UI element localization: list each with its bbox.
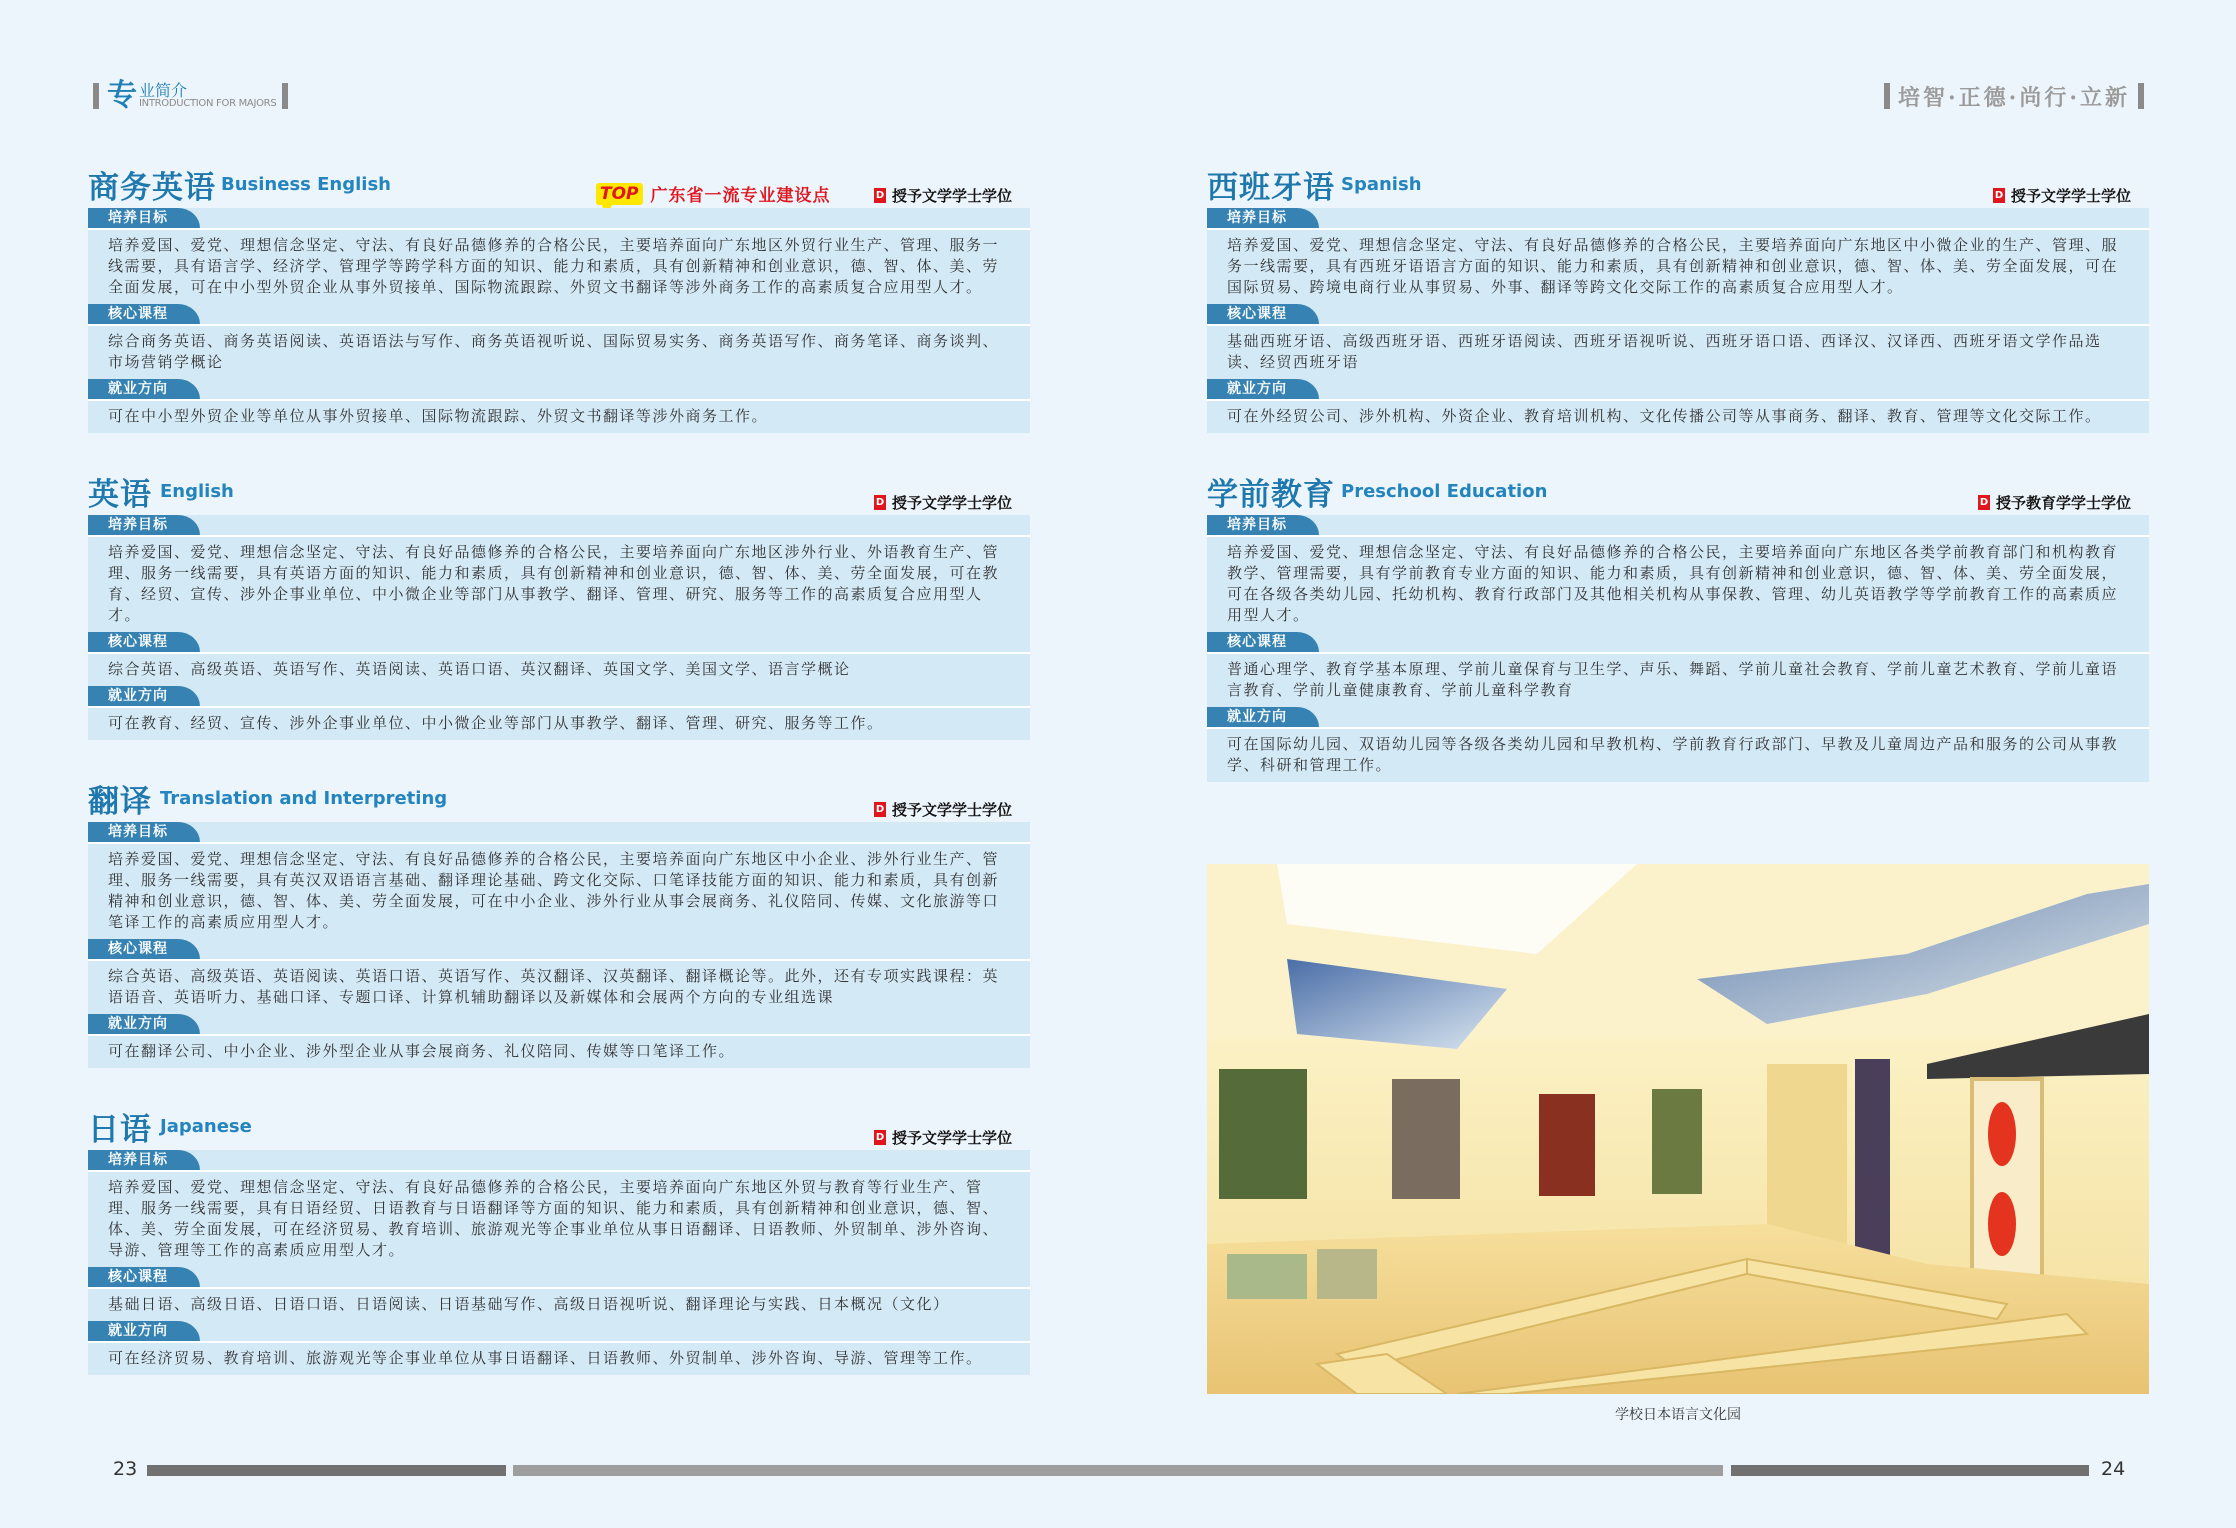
courses-header bbox=[1207, 632, 2149, 654]
top-badge bbox=[596, 181, 831, 206]
degree-icon: D bbox=[875, 804, 885, 815]
major-title-en: Preschool Education bbox=[1341, 481, 1548, 502]
japanese-culture-room-photo bbox=[1207, 864, 2149, 1394]
degree-text: 授予文学学士学位 bbox=[2010, 187, 2131, 205]
career-tab: 就业方向 bbox=[88, 1014, 200, 1034]
major-title-row bbox=[88, 1102, 1030, 1146]
degree-badge bbox=[1993, 185, 2131, 206]
career-text: 可在国际幼儿园、双语幼儿园等各级各类幼儿园和早教机构、学前教育行政部门、早教及儿童周边产品和服务的公司从事教学、科研和管理工作。 bbox=[1207, 729, 2149, 782]
degree-badge bbox=[874, 185, 1012, 206]
divider bbox=[282, 83, 288, 109]
major-section bbox=[88, 774, 1030, 1068]
major-title-cn: 西班牙语 bbox=[1207, 170, 1335, 206]
career-text: 可在翻译公司、中小企业、涉外型企业从事会展商务、礼仪陪同、传媒等口笔译工作。 bbox=[88, 1036, 1030, 1068]
major-section bbox=[1207, 160, 2149, 433]
top-icon: TOP bbox=[596, 183, 643, 205]
logo-char: 专 bbox=[107, 78, 137, 113]
courses-tab: 核心课程 bbox=[88, 939, 200, 959]
degree-text: 授予文学学士学位 bbox=[891, 1129, 1012, 1147]
degree-badge bbox=[1978, 492, 2131, 513]
left-column bbox=[88, 160, 1030, 1375]
page-number-left: 23 bbox=[113, 1458, 138, 1480]
goal-header bbox=[1207, 515, 2149, 537]
major-info-box bbox=[88, 1150, 1030, 1375]
major-info-box bbox=[88, 208, 1030, 433]
career-text: 可在中小型外贸企业等单位从事外贸接单、国际物流跟踪、外贸文书翻译等涉外商务工作。 bbox=[88, 401, 1030, 433]
degree-icon: D bbox=[875, 190, 885, 201]
courses-text: 综合英语、高级英语、英语阅读、英语口语、英语写作、英汉翻译、汉英翻译、翻译概论等。此外，还有专项实践课程：英语语音、英语听力、基础口译、专题口译、计算机辅助翻译以及新媒体和会展两个方向的专业组选课 bbox=[88, 961, 1030, 1014]
courses-text: 基础日语、高级日语、日语口语、日语阅读、日语基础写作、高级日语视听说、翻译理论与实践、日本概况（文化） bbox=[88, 1289, 1030, 1321]
courses-tab: 核心课程 bbox=[88, 1267, 200, 1287]
goal-tab: 培养目标 bbox=[88, 515, 200, 535]
courses-header bbox=[88, 939, 1030, 961]
goal-header bbox=[88, 515, 1030, 537]
courses-header bbox=[88, 1267, 1030, 1289]
divider bbox=[2138, 83, 2144, 109]
goal-text: 培养爱国、爱党、理想信念坚定、守法、有良好品德修养的合格公民，主要培养面向广东地区中小企业、涉外行业生产、管理、服务一线需要，具有英汉双语语言基础、翻译理论基础、跨文化交际、口笔译技能方面的知识、能力和素质，具有创新精神和创业意识，德、智、体、美、劳全面发展，可在中小企业、涉外行业从事会展商务、礼仪陪同、传媒、文化旅游等口笔译工作的高素质应用型人才。 bbox=[88, 844, 1030, 939]
divider bbox=[93, 83, 99, 109]
career-tab: 就业方向 bbox=[88, 379, 200, 399]
divider bbox=[1884, 83, 1890, 109]
goal-header bbox=[88, 208, 1030, 230]
career-tab: 就业方向 bbox=[1207, 379, 1319, 399]
career-header bbox=[88, 686, 1030, 708]
courses-text: 综合商务英语、商务英语阅读、英语语法与写作、商务英语视听说、国际贸易实务、商务英语写作、商务笔译、商务谈判、市场营销学概论 bbox=[88, 326, 1030, 379]
goal-tab: 培养目标 bbox=[1207, 515, 1319, 535]
logo-cn: 业简介 bbox=[139, 81, 188, 100]
courses-header bbox=[1207, 304, 2149, 326]
right-column bbox=[1207, 160, 2149, 782]
degree-text: 授予文学学士学位 bbox=[891, 187, 1012, 205]
footer-bar bbox=[1731, 1465, 2089, 1476]
major-title-row bbox=[88, 467, 1030, 511]
major-title-en: Spanish bbox=[1341, 174, 1422, 195]
degree-badge bbox=[874, 492, 1012, 513]
career-tab: 就业方向 bbox=[1207, 707, 1319, 727]
section-header-logo bbox=[93, 80, 288, 112]
degree-text: 授予教育学学士学位 bbox=[1995, 494, 2131, 512]
courses-tab: 核心课程 bbox=[88, 304, 200, 324]
photo-caption: 学校日本语言文化园 bbox=[1615, 1407, 1741, 1423]
degree-icon: D bbox=[875, 1132, 885, 1143]
career-text: 可在经济贸易、教育培训、旅游观光等企事业单位从事日语翻译、日语教师、外贸制单、涉外咨询、导游、管理等工作。 bbox=[88, 1343, 1030, 1375]
goal-tab: 培养目标 bbox=[88, 1150, 200, 1170]
degree-text: 授予文学学士学位 bbox=[891, 801, 1012, 819]
career-text: 可在教育、经贸、宣传、涉外企事业单位、中小微企业等部门从事教学、翻译、管理、研究、服务等工作。 bbox=[88, 708, 1030, 740]
top-badge-text: 广东省一流专业建设点 bbox=[650, 186, 831, 206]
degree-icon: D bbox=[1979, 497, 1989, 508]
major-title-cn: 翻译 bbox=[88, 784, 152, 820]
major-title-en: English bbox=[160, 481, 234, 502]
courses-tab: 核心课程 bbox=[1207, 304, 1319, 324]
major-section bbox=[88, 160, 1030, 433]
logo-en: INTRODUCTION FOR MAJORS bbox=[139, 98, 277, 109]
courses-text: 普通心理学、教育学基本原理、学前儿童保育与卫生学、声乐、舞蹈、学前儿童社会教育、学前儿童艺术教育、学前儿童语言教育、学前儿童健康教育、学前儿童科学教育 bbox=[1207, 654, 2149, 707]
degree-badge bbox=[874, 799, 1012, 820]
major-section bbox=[88, 467, 1030, 740]
major-title-row bbox=[88, 160, 1030, 204]
goal-text: 培养爱国、爱党、理想信念坚定、守法、有良好品德修养的合格公民，主要培养面向广东地区外贸与教育等行业生产、管理、服务一线需要，具有日语经贸、日语教育与日语翻译等方面的知识、能力和素质，具有创新精神和创业意识，德、智、体、美、劳全面发展，可在经济贸易、教育培训、旅游观光等企事业单位从事日语翻译、日语教师、外贸制单、涉外咨询、导游、管理等工作的高素质应用型人才。 bbox=[88, 1172, 1030, 1267]
goal-text: 培养爱国、爱党、理想信念坚定、守法、有良好品德修养的合格公民，主要培养面向广东地区外贸行业生产、管理、服务一线需要，具有语言学、经济学、管理学等跨学科方面的知识、能力和素质，具有创新精神和创业意识，德、智、体、美、劳全面发展，可在中小型外贸企业从事外贸接单、国际物流跟踪、外贸文书翻译等涉外商务工作的高素质复合应用型人才。 bbox=[88, 230, 1030, 304]
courses-tab: 核心课程 bbox=[88, 632, 200, 652]
major-title-en: Translation and Interpreting bbox=[160, 788, 448, 809]
footer-bar bbox=[513, 1465, 1723, 1476]
major-title-row bbox=[1207, 467, 2149, 511]
major-title-cn: 学前教育 bbox=[1207, 477, 1335, 513]
major-title-en: Business English bbox=[221, 174, 391, 195]
goal-header bbox=[88, 1150, 1030, 1172]
courses-text: 综合英语、高级英语、英语写作、英语阅读、英语口语、英汉翻译、英国文学、美国文学、语言学概论 bbox=[88, 654, 1030, 686]
goal-tab: 培养目标 bbox=[88, 208, 200, 228]
footer-bar bbox=[147, 1465, 506, 1476]
major-title-row bbox=[88, 774, 1030, 818]
degree-badge bbox=[874, 1127, 1012, 1148]
courses-text: 基础西班牙语、高级西班牙语、西班牙语阅读、西班牙语视听说、西班牙语口语、西译汉、汉译西、西班牙语文学作品选读、经贸西班牙语 bbox=[1207, 326, 2149, 379]
career-header bbox=[88, 1321, 1030, 1343]
goal-tab: 培养目标 bbox=[88, 822, 200, 842]
degree-icon: D bbox=[1994, 190, 2004, 201]
career-header bbox=[88, 1014, 1030, 1036]
page-number-right: 24 bbox=[2101, 1458, 2126, 1480]
courses-tab: 核心课程 bbox=[1207, 632, 1319, 652]
career-tab: 就业方向 bbox=[88, 686, 200, 706]
major-title-en: Japanese bbox=[160, 1116, 252, 1137]
career-header bbox=[88, 379, 1030, 401]
major-info-box bbox=[1207, 515, 2149, 782]
major-title-cn: 英语 bbox=[88, 477, 152, 513]
major-title-cn: 商务英语 bbox=[88, 170, 216, 206]
photo-image bbox=[1207, 864, 2149, 1394]
major-info-box bbox=[1207, 208, 2149, 433]
goal-header bbox=[1207, 208, 2149, 230]
motto-text: 培智·正德·尚行·立新 bbox=[1898, 84, 2130, 111]
degree-icon: D bbox=[875, 497, 885, 508]
career-header bbox=[1207, 379, 2149, 401]
goal-text: 培养爱国、爱党、理想信念坚定、守法、有良好品德修养的合格公民，主要培养面向广东地区各类学前教育部门和机构教育教学、管理需要，具有学前教育专业方面的知识、能力和素质，具有创新精神和创业意识，德、智、体、美、劳全面发展，可在各级各类幼儿园、托幼机构、教育行政部门及其他相关机构从事保教、管理、幼儿英语教学等学前教育工作的高素质应用型人才。 bbox=[1207, 537, 2149, 632]
goal-text: 培养爱国、爱党、理想信念坚定、守法、有良好品德修养的合格公民，主要培养面向广东地区中小微企业的生产、管理、服务一线需要，具有西班牙语语言方面的知识、能力和素质，具有创新精神和创业意识，德、智、体、美、劳全面发展，可在国际贸易、跨境电商行业从事贸易、外事、翻译等跨文化交际工作的高素质复合应用型人才。 bbox=[1207, 230, 2149, 304]
motto bbox=[1884, 80, 2144, 112]
major-info-box bbox=[88, 822, 1030, 1068]
goal-tab: 培养目标 bbox=[1207, 208, 1319, 228]
career-header bbox=[1207, 707, 2149, 729]
major-title-cn: 日语 bbox=[88, 1112, 152, 1148]
career-tab: 就业方向 bbox=[88, 1321, 200, 1341]
major-section bbox=[88, 1102, 1030, 1375]
courses-header bbox=[88, 304, 1030, 326]
major-info-box bbox=[88, 515, 1030, 740]
goal-text: 培养爱国、爱党、理想信念坚定、守法、有良好品德修养的合格公民，主要培养面向广东地区涉外行业、外语教育生产、管理、服务一线需要，具有英语方面的知识、能力和素质，具有创新精神和创业意识，德、智、体、美、劳全面发展，可在教育、经贸、宣传、涉外企事业单位、中小微企业等部门从事教学、翻译、管理、研究、服务等工作的高素质复合应用型人才。 bbox=[88, 537, 1030, 632]
career-text: 可在外经贸公司、涉外机构、外资企业、教育培训机构、文化传播公司等从事商务、翻译、教育、管理等文化交际工作。 bbox=[1207, 401, 2149, 433]
courses-header bbox=[88, 632, 1030, 654]
major-section bbox=[1207, 467, 2149, 782]
goal-header bbox=[88, 822, 1030, 844]
degree-text: 授予文学学士学位 bbox=[891, 494, 1012, 512]
major-title-row bbox=[1207, 160, 2149, 204]
